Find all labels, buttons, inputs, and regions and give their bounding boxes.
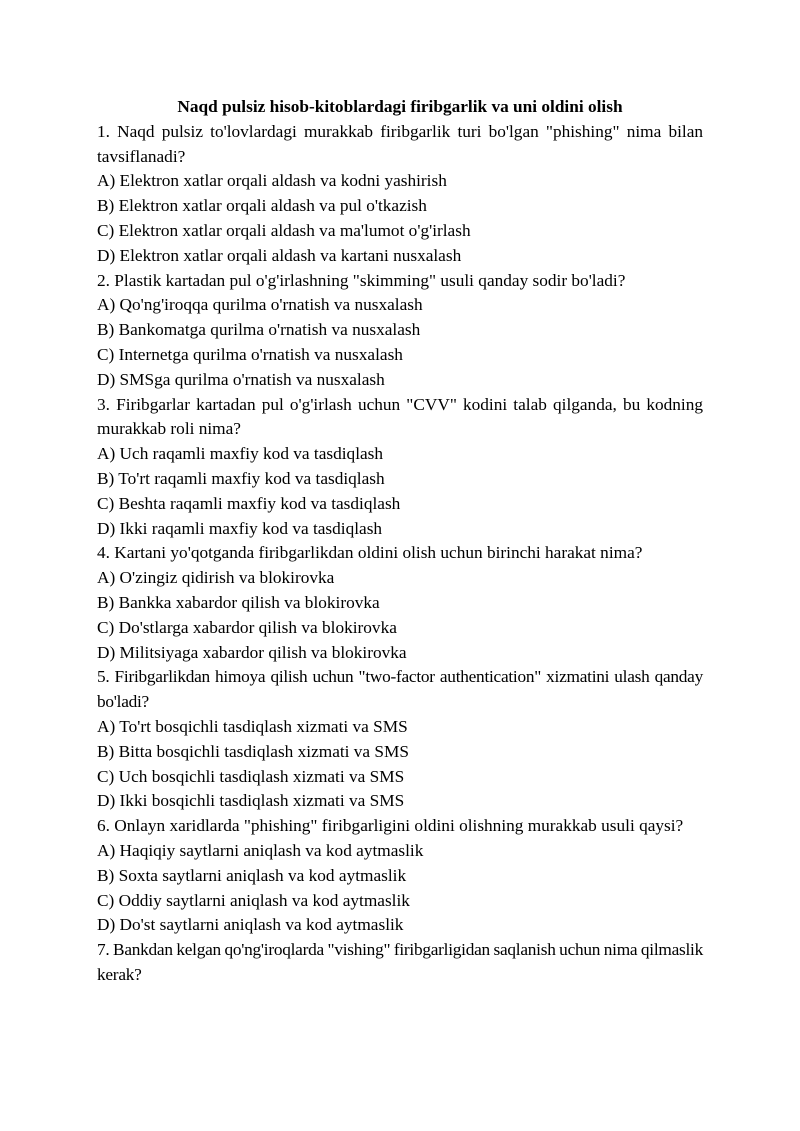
option-d: D) Do'st saytlarni aniqlash va kod aytmaslik [97, 915, 404, 935]
option-b: B) Bankomatga qurilma o'rnatish va nusxalash [97, 320, 421, 340]
option-b: B) Bankka xabardor qilish va blokirovka [97, 592, 380, 612]
option-c: C) Internetga qurilma o'rnatish va nusxalash [97, 344, 403, 364]
question-text: 7. Bankdan kelgan qo'ng'iroqlarda "vishing" firibgarligidan saqlanish uchun nima qilmaslik kerak? [97, 940, 703, 984]
question-text: 3. Firibgarlar kartadan pul o'g'irlash uchun "CVV" kodini talab qilganda, bu kodning murakkab roli nima? [97, 394, 703, 439]
option-a: A) Elektron xatlar orqali aldash va kodni yashirish [97, 171, 447, 191]
option-c: C) Uch bosqichli tasdiqlash xizmati va SMS [97, 766, 405, 786]
document-page [97, 95, 703, 988]
question-text: 2. Plastik kartadan pul o'g'irlashning "skimming" usuli qanday sodir bo'ladi? [97, 270, 626, 290]
option-d: D) Elektron xatlar orqali aldash va kartani nusxalash [97, 245, 462, 265]
option-b: B) Elektron xatlar orqali aldash va pul o'tkazish [97, 196, 427, 216]
option-b: B) Soxta saytlarni aniqlash va kod aytmaslik [97, 865, 407, 885]
document-title: Naqd pulsiz hisob-kitoblardagi firibgarlik va uni oldini olish [177, 97, 623, 116]
question-text: 1. Naqd pulsiz to'lovlardagi murakkab firibgarlik turi bo'lgan "phishing" nima bilan tavsiflanadi? [97, 121, 703, 166]
option-a: A) Qo'ng'iroqqa qurilma o'rnatish va nusxalash [97, 295, 423, 315]
option-c: C) Oddiy saytlarni aniqlash va kod aytmaslik [97, 890, 410, 910]
option-c: C) Elektron xatlar orqali aldash va ma'lumot o'g'irlash [97, 220, 471, 240]
option-a: A) Haqiqiy saytlarni aniqlash va kod aytmaslik [97, 840, 424, 860]
option-a: A) Uch raqamli maxfiy kod va tasdiqlash [97, 444, 384, 464]
question-text: 6. Onlayn xaridlarda "phishing" firibgarligini oldini olishning murakkab usuli qaysi? [97, 816, 684, 836]
option-b: B) Bitta bosqichli tasdiqlash xizmati va SMS [97, 741, 410, 761]
option-c: C) Beshta raqamli maxfiy kod va tasdiqlash [97, 493, 401, 513]
question-text: 4. Kartani yo'qotganda firibgarlikdan oldini olish uchun birinchi harakat nima? [97, 543, 643, 563]
option-c: C) Do'stlarga xabardor qilish va blokirovka [97, 617, 397, 637]
question-text: 5. Firibgarlikdan himoya qilish uchun "two-factor authentication" xizmatini ulash qanday bo'ladi? [97, 667, 703, 712]
question-5 [97, 665, 703, 814]
option-a: A) To'rt bosqichli tasdiqlash xizmati va SMS [97, 716, 408, 736]
option-d: D) Militsiyaga xabardor qilish va blokirovka [97, 642, 407, 662]
question-1 [97, 120, 703, 269]
question-7 [97, 938, 703, 988]
question-2 [97, 269, 703, 393]
option-d: D) SMSga qurilma o'rnatish va nusxalash [97, 369, 385, 389]
option-a: A) O'zingiz qidirish va blokirovka [97, 568, 335, 588]
option-d: D) Ikki bosqichli tasdiqlash xizmati va SMS [97, 791, 405, 811]
option-d: D) Ikki raqamli maxfiy kod va tasdiqlash [97, 518, 383, 538]
question-6 [97, 814, 703, 938]
question-3 [97, 393, 703, 542]
question-4 [97, 541, 703, 665]
option-b: B) To'rt raqamli maxfiy kod va tasdiqlash [97, 468, 385, 488]
